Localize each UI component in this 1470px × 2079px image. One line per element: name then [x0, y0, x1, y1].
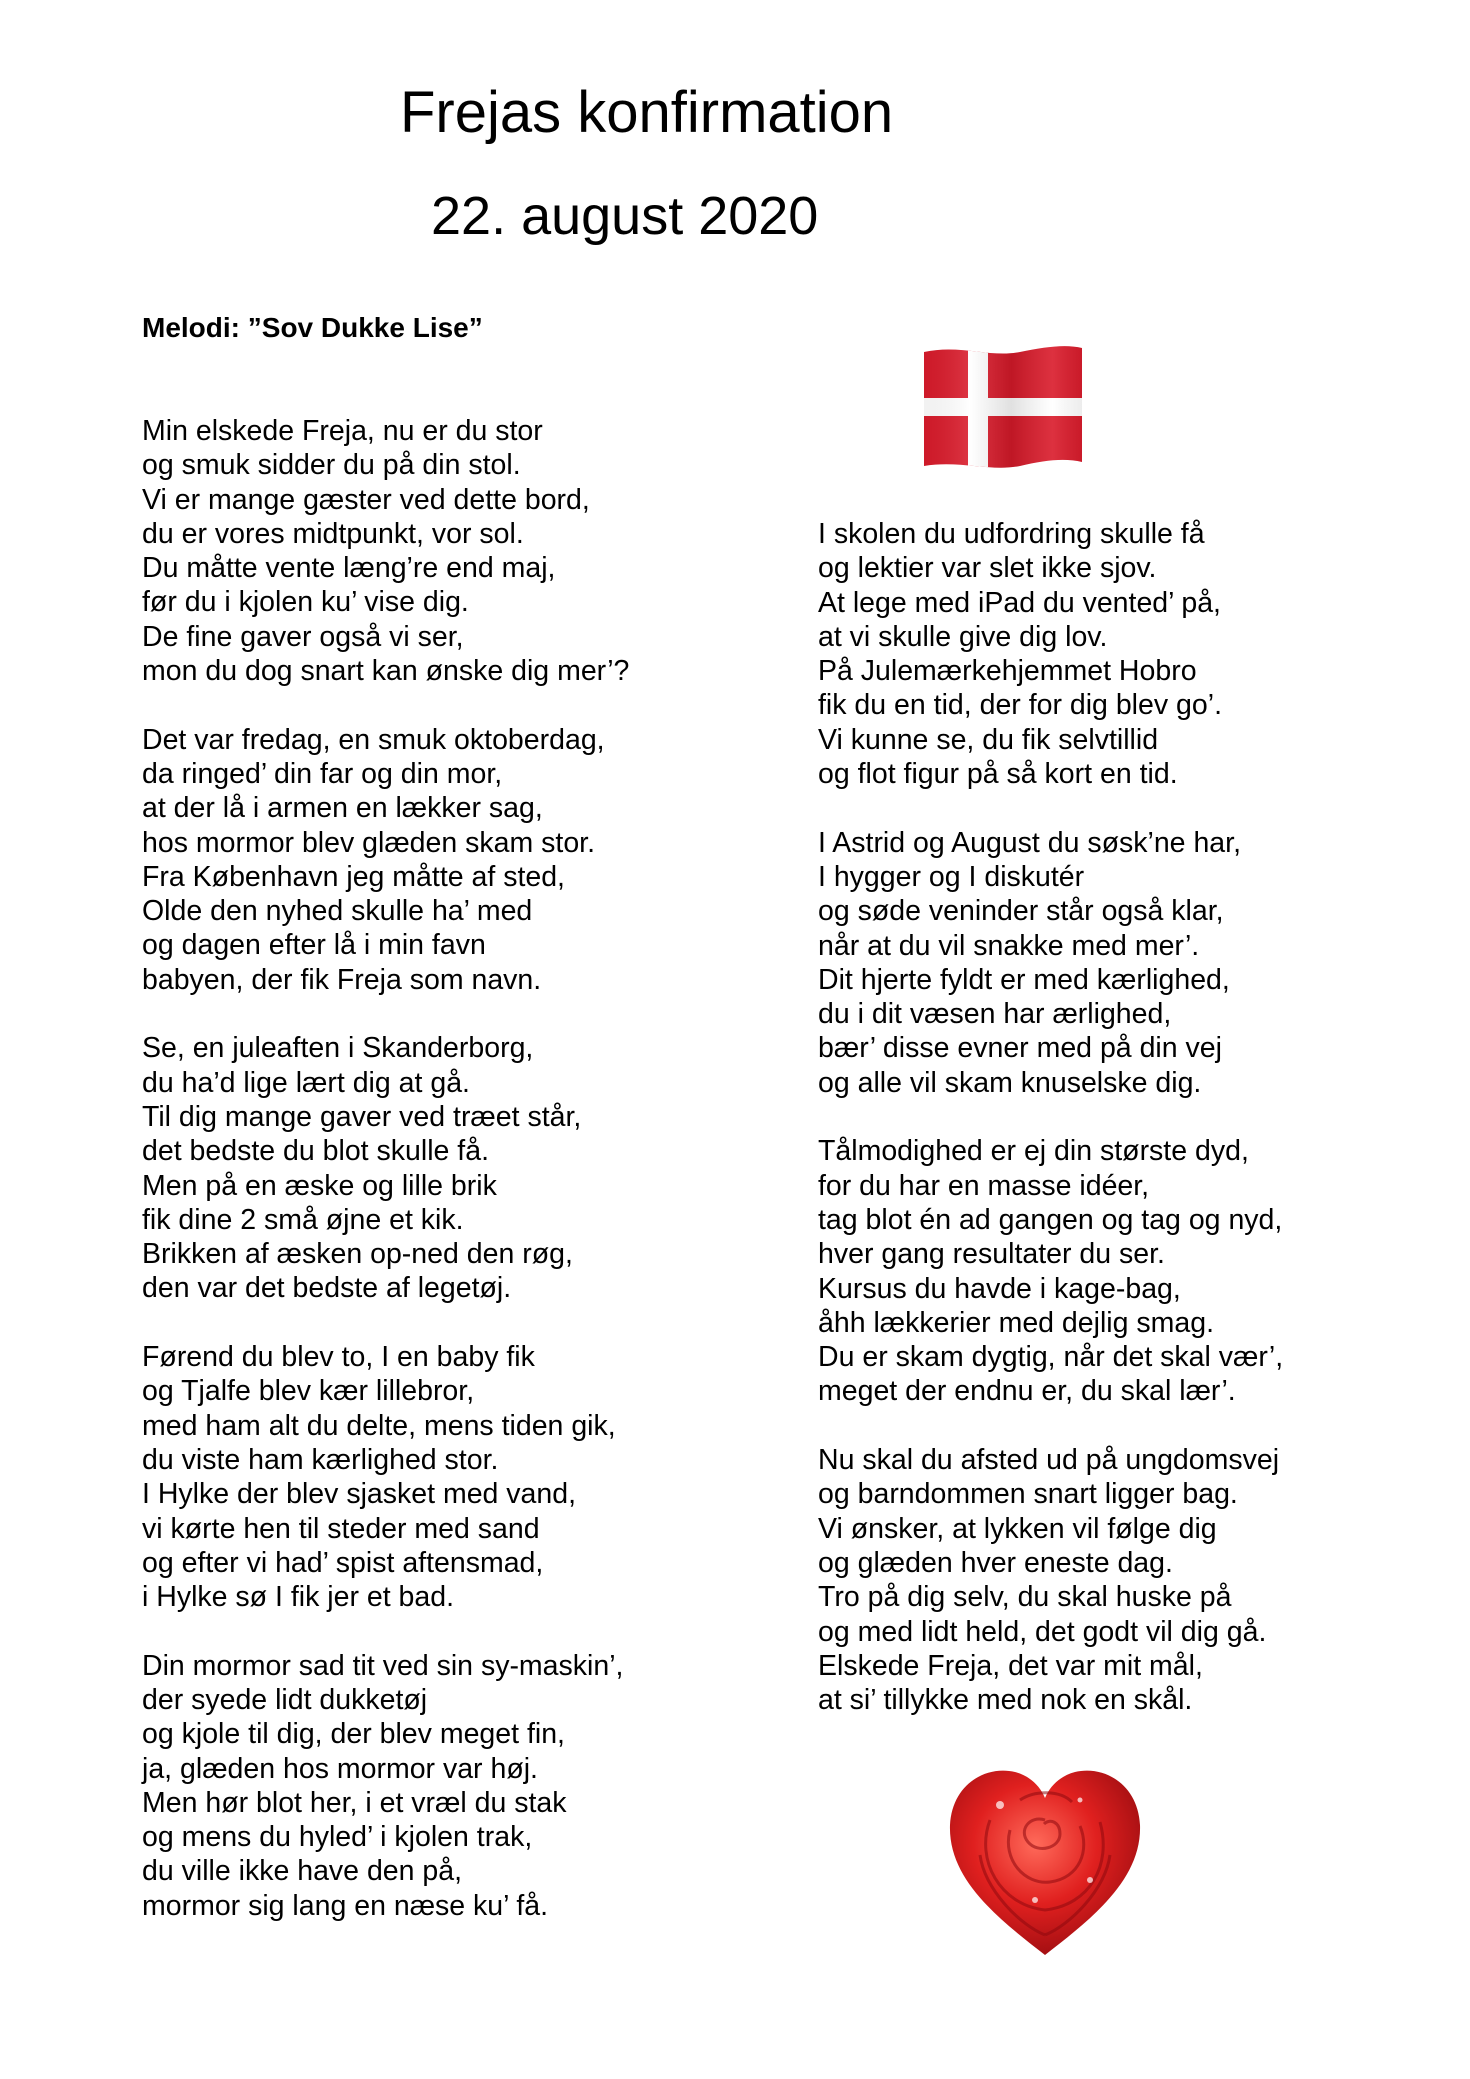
poem-line: fik du en tid, der for dig blev go’.: [818, 689, 1222, 722]
page-date: 22. august 2020: [431, 186, 819, 246]
poem-line: I Astrid og August du søsk’ne har,: [818, 826, 1241, 859]
poem-line: og flot figur på så kort en tid.: [818, 758, 1178, 791]
poem-line: og alle vil skam knuselske dig.: [818, 1066, 1202, 1099]
poem-stanza: [818, 826, 1378, 1100]
poem-line: Dit hjerte fyldt er med kærlighed,: [818, 963, 1230, 996]
poem-line: at si’ tillykke med nok en skål.: [818, 1684, 1193, 1717]
poem-line: der syede lidt dukketøj: [142, 1683, 428, 1716]
poem-line: Det var fredag, en smuk oktoberdag,: [142, 723, 605, 756]
poem-line: hver gang resultater du ser.: [818, 1238, 1165, 1271]
poem-line: Se, en juleaften i Skanderborg,: [142, 1032, 534, 1065]
poem-line: Du måtte vente læng’re end maj,: [142, 552, 556, 585]
poem-line: Men hør blot her, i et vræl du stak: [142, 1786, 567, 1819]
poem-line: og søde veninder står også klar,: [818, 895, 1224, 928]
poem-line: du ha’d lige lært dig at gå.: [142, 1066, 470, 1099]
poem-stanza: [818, 1134, 1378, 1408]
left-poem-column: [142, 414, 702, 1923]
poem-line: og smuk sidder du på din stol.: [142, 449, 521, 482]
poem-line: mon du dog snart kan ønske dig mer’?: [142, 655, 630, 688]
poem-stanza: [142, 1340, 702, 1614]
poem-line: Tro på dig selv, du skal huske på: [818, 1581, 1232, 1614]
poem-line: I skolen du udfordring skulle få: [818, 518, 1205, 550]
poem-stanza: [142, 723, 702, 997]
poem-line: du viste ham kærlighed stor.: [142, 1443, 499, 1476]
poem-line: og dagen efter lå i min favn: [142, 929, 486, 962]
poem-line: At lege med iPad du vented’ på,: [818, 586, 1221, 619]
poem-line: I hygger og I diskutér: [818, 860, 1085, 893]
poem-line: og Tjalfe blev kær lillebror,: [142, 1375, 475, 1408]
poem-line: ja, glæden hos mormor var høj.: [142, 1752, 538, 1785]
poem-line: babyen, der fik Freja som navn.: [142, 963, 542, 996]
poem-line: Vi ønsker, at lykken vil følge dig: [818, 1512, 1217, 1545]
poem-line: Elskede Freja, det var mit mål,: [818, 1649, 1203, 1682]
rose-heart-icon: [940, 1760, 1150, 1960]
melody-label: Melodi: ”Sov Dukke Lise”: [142, 312, 483, 343]
poem-line: du i dit væsen har ærlighed,: [818, 998, 1172, 1031]
right-poem-column: [818, 517, 1378, 1717]
poem-line: og efter vi had’ spist aftensmad,: [142, 1546, 544, 1579]
poem-stanza: [142, 1031, 702, 1305]
poem-line: med ham alt du delte, mens tiden gik,: [142, 1409, 616, 1442]
poem-stanza: [818, 517, 1378, 791]
poem-line: Kursus du havde i kage-bag,: [818, 1272, 1181, 1305]
poem-line: Men på en æske og lille brik: [142, 1169, 497, 1202]
poem-line: og barndommen snart ligger bag.: [818, 1478, 1238, 1511]
poem-line: før du i kjolen ku’ vise dig.: [142, 586, 469, 619]
poem-line: På Julemærkehjemmet Hobro: [818, 655, 1197, 688]
poem-line: Min elskede Freja, nu er du stor: [142, 415, 543, 447]
poem-line: den var det bedste af legetøj.: [142, 1272, 512, 1305]
poem-line: og kjole til dig, der blev meget fin,: [142, 1718, 565, 1751]
poem-line: at der lå i armen en lækker sag,: [142, 792, 543, 825]
poem-line: at vi skulle give dig lov.: [818, 620, 1108, 653]
poem-line: mormor sig lang en næse ku’ få.: [142, 1889, 549, 1922]
poem-stanza: [142, 1649, 702, 1923]
poem-line: Til dig mange gaver ved træet står,: [142, 1100, 582, 1133]
poem-line: for du har en masse idéer,: [818, 1169, 1150, 1202]
poem-line: i Hylke sø I fik jer et bad.: [142, 1581, 455, 1614]
poem-stanza: [818, 1443, 1378, 1717]
poem-line: og mens du hyled’ i kjolen trak,: [142, 1821, 533, 1854]
poem-line: vi kørte hen til steder med sand: [142, 1512, 540, 1545]
poem-line: De fine gaver også vi ser,: [142, 620, 464, 653]
poem-line: du er vores midtpunkt, vor sol.: [142, 517, 524, 550]
poem-line: Du er skam dygtig, når det skal vær’,: [818, 1341, 1284, 1374]
poem-line: Tålmodighed er ej din største dyd,: [818, 1135, 1249, 1168]
poem-line: tag blot én ad gangen og tag og nyd,: [818, 1203, 1283, 1236]
poem-line: det bedste du blot skulle få.: [142, 1135, 489, 1168]
poem-line: fik dine 2 små øjne et kik.: [142, 1203, 464, 1236]
poem-line: Vi er mange gæster ved dette bord,: [142, 483, 590, 516]
poem-line: Vi kunne se, du fik selvtillid: [818, 723, 1159, 756]
poem-line: du ville ikke have den på,: [142, 1855, 463, 1888]
poem-line: Fra København jeg måtte af sted,: [142, 860, 565, 893]
poem-line: og glæden hver eneste dag.: [818, 1546, 1173, 1579]
poem-line: og lektier var slet ikke sjov.: [818, 552, 1157, 585]
poem-line: Førend du blev to, I en baby fik: [142, 1341, 535, 1374]
danish-flag-icon: [920, 342, 1086, 474]
poem-stanza: [142, 414, 702, 688]
poem-line: Brikken af æsken op-ned den røg,: [142, 1238, 573, 1271]
poem-line: åhh lækkerier med dejlig smag.: [818, 1306, 1215, 1339]
poem-line: meget der endnu er, du skal lær’.: [818, 1375, 1236, 1408]
page-title: Frejas konfirmation: [400, 80, 894, 145]
poem-line: og med lidt held, det godt vil dig gå.: [818, 1615, 1267, 1648]
poem-line: Olde den nyhed skulle ha’ med: [142, 895, 533, 928]
poem-line: da ringed’ din far og din mor,: [142, 757, 503, 790]
poem-line: Nu skal du afsted ud på ungdomsvej: [818, 1444, 1280, 1477]
poem-line: hos mormor blev glæden skam stor.: [142, 826, 596, 859]
poem-line: Din mormor sad tit ved sin sy-maskin’,: [142, 1649, 624, 1682]
poem-line: bær’ disse evner med på din vej: [818, 1032, 1222, 1065]
poem-line: når at du vil snakke med mer’.: [818, 929, 1200, 962]
poem-line: I Hylke der blev sjasket med vand,: [142, 1478, 577, 1511]
